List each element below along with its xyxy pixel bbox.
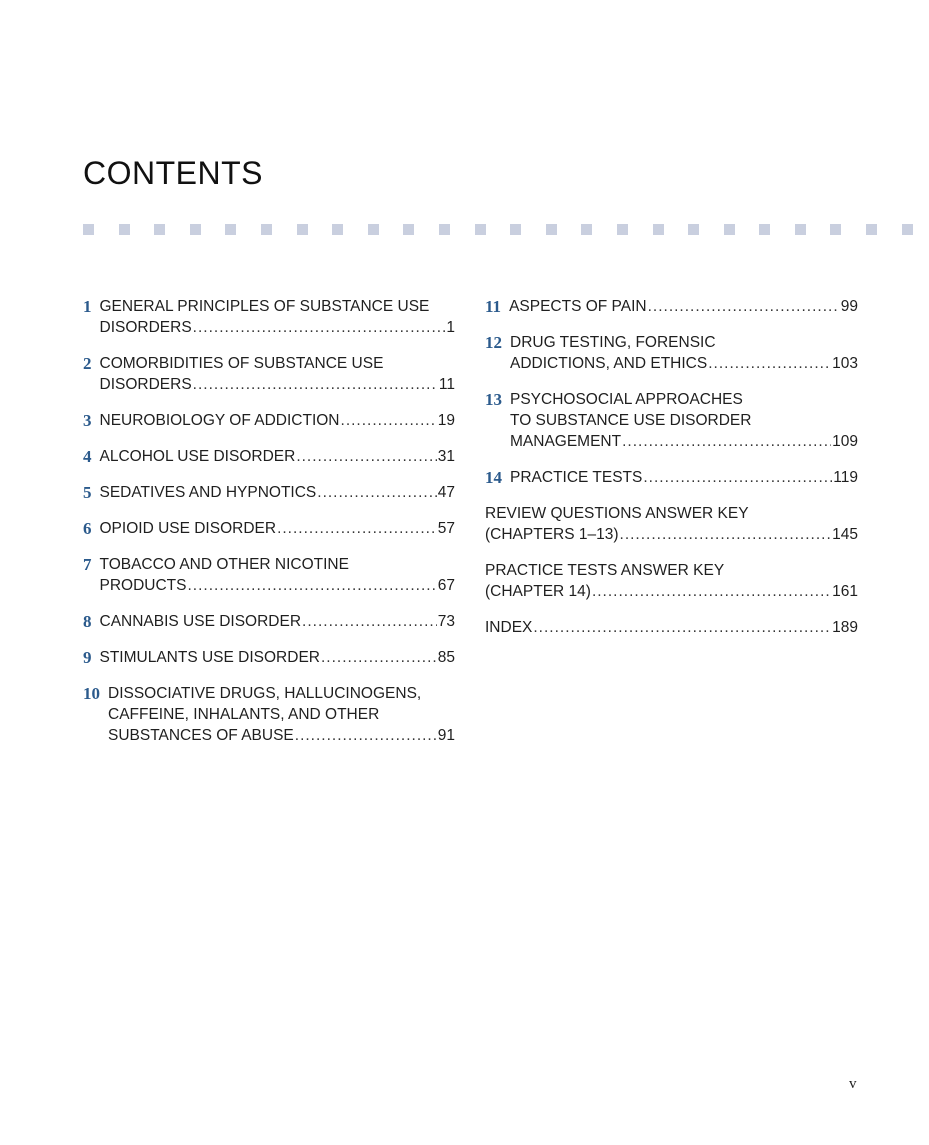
dot-leader	[296, 446, 436, 467]
toc-entry-title-line: (CHAPTERS 1–13)	[485, 526, 619, 543]
dot-leader	[708, 353, 831, 374]
toc-entry-title-line: ASPECTS OF PAIN	[509, 298, 647, 315]
toc-entry-title-line: PRODUCTS	[99, 577, 187, 594]
dot-leader	[592, 581, 831, 602]
toc-entry-title-line: DISORDERS	[99, 319, 192, 336]
toc-entry-title-line: TO SUBSTANCE USE DISORDER	[510, 412, 752, 429]
toc-page-number: 189	[832, 619, 858, 636]
chapter-number: 7	[83, 555, 92, 574]
toc-page-number: 11	[438, 376, 455, 393]
toc-entry-title-line: MANAGEMENT	[510, 433, 622, 450]
toc-entry[interactable]	[83, 410, 455, 431]
dot-leader	[341, 410, 437, 431]
toc-entry-title-line: OPIOID USE DISORDER	[99, 520, 277, 537]
toc-entry-text	[100, 296, 456, 338]
toc-entry[interactable]	[83, 518, 455, 539]
decorative-dot-rule	[83, 224, 929, 235]
chapter-number: 9	[83, 648, 92, 667]
toc-entry-text	[100, 611, 456, 632]
toc-entry-title-line: CANNABIS USE DISORDER	[99, 613, 302, 630]
chapter-number: 14	[485, 468, 502, 487]
toc-entry[interactable]	[83, 554, 455, 596]
toc-page-number: 91	[437, 727, 455, 744]
toc-page-number: 73	[437, 613, 455, 630]
toc-page-number: 57	[437, 520, 455, 537]
toc-entry-title-line: DISORDERS	[99, 376, 192, 393]
chapter-number: 3	[83, 411, 92, 430]
chapter-number: 6	[83, 519, 92, 538]
chapter-number: 12	[485, 333, 502, 352]
dot-leader	[620, 524, 832, 545]
toc-entry-text	[510, 467, 858, 488]
toc-entry-text	[100, 647, 456, 668]
chapter-number: 8	[83, 612, 92, 631]
dot-leader	[193, 317, 446, 338]
toc-entry-title-line: PRACTICE TESTS	[510, 469, 643, 486]
toc-page-number: 103	[832, 355, 858, 372]
toc-entry-text	[509, 296, 858, 317]
chapter-number: 13	[485, 390, 502, 409]
dot-leader	[295, 725, 437, 746]
dot-leader	[648, 296, 840, 317]
toc-entry-title-line: DISSOCIATIVE DRUGS, HALLUCINOGENS,	[108, 685, 422, 702]
toc-entry-text	[108, 683, 455, 746]
toc-entry-title-line: (CHAPTER 14)	[485, 583, 591, 600]
toc-entry-title-line: NEUROBIOLOGY OF ADDICTION	[99, 412, 340, 429]
toc-entry[interactable]	[485, 560, 858, 602]
toc-entry-text	[510, 332, 858, 374]
toc-entry-title-line: PRACTICE TESTS ANSWER KEY	[485, 562, 725, 579]
toc-entry[interactable]	[485, 389, 858, 452]
toc-page-number: 109	[832, 433, 858, 450]
toc-entry-title-line: REVIEW QUESTIONS ANSWER KEY	[485, 505, 749, 522]
toc-entry-title-line: ADDICTIONS, AND ETHICS	[510, 355, 708, 372]
page-title: CONTENTS	[83, 155, 263, 191]
toc-page-number: 119	[833, 469, 858, 486]
toc-entry-title-line: PSYCHOSOCIAL APPROACHES	[510, 391, 743, 408]
toc-entry-text	[485, 560, 858, 602]
toc-entry[interactable]	[485, 467, 858, 488]
toc-entry-text	[100, 482, 456, 503]
toc-entry-text	[100, 353, 456, 395]
toc-entry[interactable]	[485, 503, 858, 545]
dot-leader	[317, 482, 436, 503]
toc-entry-title-line: TOBACCO AND OTHER NICOTINE	[99, 556, 349, 573]
chapter-number: 1	[83, 297, 92, 316]
toc-page-number: 99	[840, 298, 858, 315]
toc-entry-text	[100, 446, 456, 467]
toc-entry[interactable]	[83, 482, 455, 503]
dot-leader	[302, 611, 437, 632]
toc-page-number: 67	[437, 577, 455, 594]
toc-entry-title-line: SEDATIVES AND HYPNOTICS	[99, 484, 317, 501]
toc-entry-text	[485, 617, 858, 638]
chapter-number: 10	[83, 684, 100, 703]
toc-page-number: 145	[832, 526, 858, 543]
toc-page-number: 19	[437, 412, 455, 429]
page-number: v	[849, 1076, 857, 1092]
toc-entry-title-line: COMORBIDITIES OF SUBSTANCE USE	[99, 355, 384, 372]
toc-page-number: 161	[832, 583, 858, 600]
toc-left-column	[83, 296, 455, 761]
toc-entry-text	[100, 410, 456, 431]
dot-leader	[277, 518, 437, 539]
toc-entry[interactable]	[485, 617, 858, 638]
toc-entry[interactable]	[485, 296, 858, 317]
toc-entry-title-line: ALCOHOL USE DISORDER	[99, 448, 296, 465]
toc-entry-text	[100, 554, 456, 596]
toc-entry-text	[510, 389, 858, 452]
toc-entry-title-line: DRUG TESTING, FORENSIC	[510, 334, 716, 351]
toc-entry[interactable]	[83, 353, 455, 395]
toc-entry-title-line: INDEX	[485, 619, 533, 636]
toc-right-column	[485, 296, 858, 653]
chapter-number: 4	[83, 447, 92, 466]
toc-entry[interactable]	[83, 296, 455, 338]
toc-entry-title-line: STIMULANTS USE DISORDER	[99, 649, 320, 666]
toc-entry-text	[100, 518, 456, 539]
toc-page-number: 31	[437, 448, 455, 465]
toc-entry[interactable]	[83, 647, 455, 668]
dot-leader	[193, 374, 438, 395]
chapter-number: 11	[485, 297, 502, 316]
toc-page-number: 85	[437, 649, 455, 666]
toc-entry-title-line: CAFFEINE, INHALANTS, AND OTHER	[108, 706, 380, 723]
toc-page-number: 47	[437, 484, 455, 501]
dot-leader	[321, 647, 437, 668]
toc-entry-title-line: GENERAL PRINCIPLES OF SUBSTANCE USE	[99, 298, 430, 315]
toc-entry[interactable]	[83, 446, 455, 467]
dot-leader	[622, 431, 831, 452]
toc-entry[interactable]	[485, 332, 858, 374]
dot-leader	[187, 575, 436, 596]
dot-leader	[533, 617, 831, 638]
toc-page-number: 1	[446, 319, 455, 336]
toc-entry[interactable]	[83, 683, 455, 746]
dot-leader	[643, 467, 832, 488]
chapter-number: 5	[83, 483, 92, 502]
toc-entry[interactable]	[83, 611, 455, 632]
toc-entry-title-line: SUBSTANCES OF ABUSE	[108, 727, 294, 744]
chapter-number: 2	[83, 354, 92, 373]
toc-entry-text	[485, 503, 858, 545]
